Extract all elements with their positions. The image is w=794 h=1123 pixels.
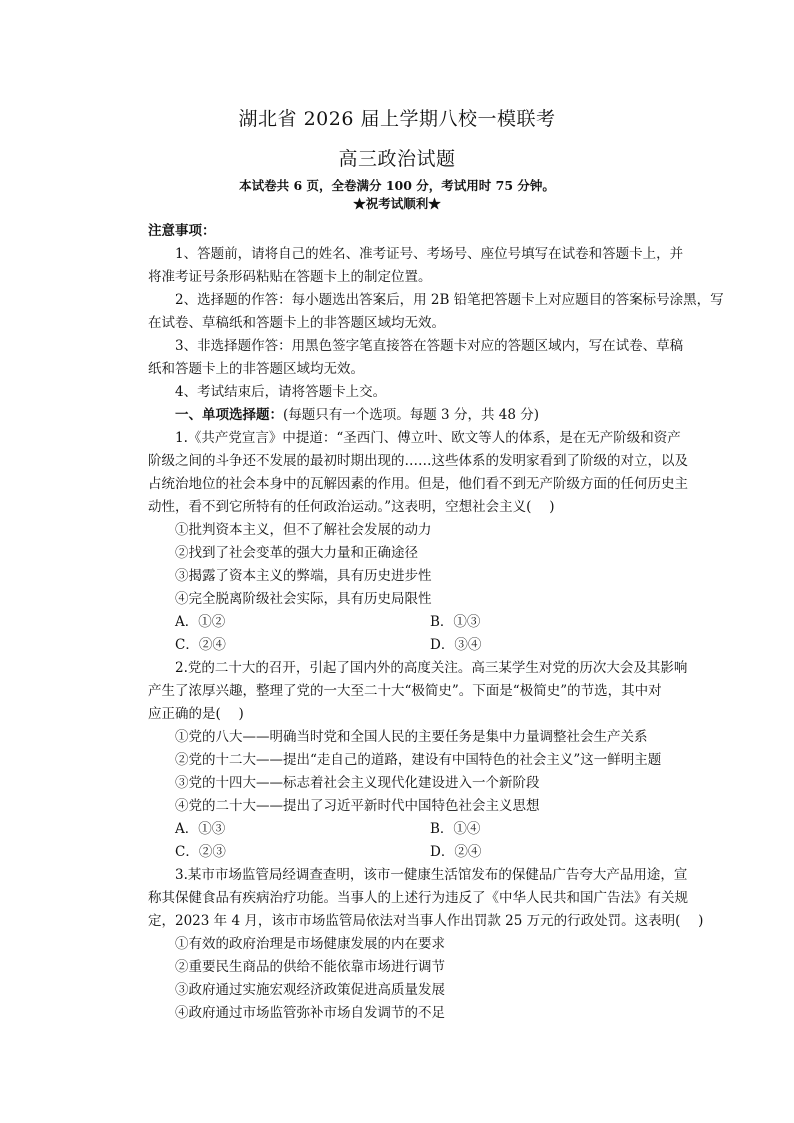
- statement: ②找到了社会变革的强大力量和正确途径: [175, 545, 418, 561]
- notice-line: 3、非选择题作答：用黑色签字笔直接答在答题卡对应的答题区域内，写在试卷、草稿: [175, 338, 684, 354]
- notice-heading: 注意事项：: [148, 223, 216, 239]
- section-note: (每题只有一个选项。每题 3 分，共 48 分): [283, 407, 539, 423]
- statement: ③揭露了资本主义的弊端，具有历史进步性: [175, 568, 432, 584]
- exam-subtitle: 高三政治试题: [338, 148, 456, 170]
- choice-c[interactable]: C．②④: [175, 637, 226, 653]
- notice-item: [148, 381, 668, 404]
- notice-item: [148, 243, 684, 289]
- notice-line: 纸和答题卡上的非答题区域均无效。: [148, 361, 364, 377]
- choice-a[interactable]: A．①③: [175, 821, 226, 837]
- question-stem-line: 1.《共产党宣言》中提道：“圣西门、傅立叶、欧文等人的体系，是在无产阶级和资产: [175, 430, 681, 446]
- exam-body: [148, 220, 724, 1025]
- question-2: [148, 657, 688, 864]
- choice-row: [148, 841, 668, 864]
- notice-item: [148, 335, 684, 381]
- choice-b[interactable]: B．①③: [430, 614, 481, 630]
- choice-row: [148, 634, 668, 657]
- statement: ④完全脱离阶级社会实际，具有历史局限性: [175, 591, 432, 607]
- question-stem-line: 应正确的是( ): [148, 706, 244, 722]
- exam-wish: ★祝考试顺利★: [353, 196, 441, 211]
- statement: ④政府通过市场监管弥补市场自发调节的不足: [175, 1005, 445, 1021]
- choice-b[interactable]: B．①④: [430, 821, 481, 837]
- notice-line: 4、考试结束后，请将答题卡上交。: [175, 384, 387, 400]
- choice-d[interactable]: D．②④: [430, 844, 482, 860]
- notice-line: 1、答题前，请将自己的姓名、准考证号、考场号、座位号填写在试卷和答题卡上，并: [175, 246, 684, 262]
- question-1: [148, 427, 688, 657]
- question-stem-line: 占统治地位的社会本身中的瓦解因素的作用。但是，他们看不到无产阶级方面的任何历史主: [148, 476, 688, 492]
- choice-a[interactable]: A．①②: [175, 614, 226, 630]
- statement: ①批判资本主义，但不了解社会发展的动力: [175, 522, 432, 538]
- statement: ①党的八大——明确当时党和全国人民的主要任务是集中力量调整社会生产关系: [175, 729, 648, 745]
- question-stem-line: 阶级之间的斗争还不发展的最初时期出现的……这些体系的发明家看到了阶级的对立，以及: [148, 453, 688, 469]
- statement: ③政府通过实施宏观经济政策促进高质量发展: [175, 982, 445, 998]
- notice-item: [148, 289, 724, 335]
- statement: ①有效的政府治理是市场健康发展的内在要求: [175, 936, 445, 952]
- exam-title: 湖北省 2026 届上学期八校一模联考: [238, 108, 556, 130]
- question-stem-line: 动性，看不到它所特有的任何政治运动。”这表明，空想社会主义( ): [148, 499, 555, 515]
- question-stem-line: 产生了浓厚兴趣，整理了党的一大至二十大“极简史”。下面是“极简史”的节选，其中对: [148, 683, 662, 699]
- section-heading: [148, 404, 668, 427]
- statement: ②党的十二大——提出“走自己的道路，建设有中国特色的社会主义”这一鲜明主题: [175, 752, 662, 768]
- notice-line: 在试卷、草稿纸和答题卡上的非答题区域均无效。: [148, 315, 445, 331]
- question-stem-line: 2.党的二十大的召开，引起了国内外的高度关注。高三某学生对党的历次大会及其影响: [175, 660, 688, 676]
- notice-line: 2、选择题的作答：每小题选出答案后，用 2B 铅笔把答题卡上对应题目的答案标号涂黑，写: [175, 292, 724, 308]
- question-3: [148, 864, 704, 1025]
- statement: ④党的二十大——提出了习近平新时代中国特色社会主义思想: [175, 798, 540, 814]
- choice-c[interactable]: C．②③: [175, 844, 226, 860]
- choice-d[interactable]: D．③④: [430, 637, 482, 653]
- choice-row: [148, 818, 668, 841]
- statement: ③党的十四大——标志着社会主义现代化建设进入一个新阶段: [175, 775, 540, 791]
- question-stem-line: 定，2023 年 4 月，该市市场监管局依法对当事人作出罚款 25 万元的行政处罚。这表明( ): [148, 913, 704, 929]
- question-stem-line: 3.某市市场监管局经调查查明，该市一健康生活馆发布的保健品广告夸大产品用途，宣: [175, 867, 688, 883]
- exam-info: 本试卷共 6 页，全卷满分 100 分，考试用时 75 分钟。: [239, 178, 555, 193]
- statement: ②重要民生商品的供给不能依靠市场进行调节: [175, 959, 445, 975]
- question-stem-line: 称其保健食品有疾病治疗功能。当事人的上述行为违反了《中华人民共和国广告法》有关规: [148, 890, 688, 906]
- notice-line: 将准考证号条形码粘贴在答题卡上的制定位置。: [148, 269, 432, 285]
- choice-row: [148, 611, 668, 634]
- section-title: 一、单项选择题：: [175, 407, 283, 423]
